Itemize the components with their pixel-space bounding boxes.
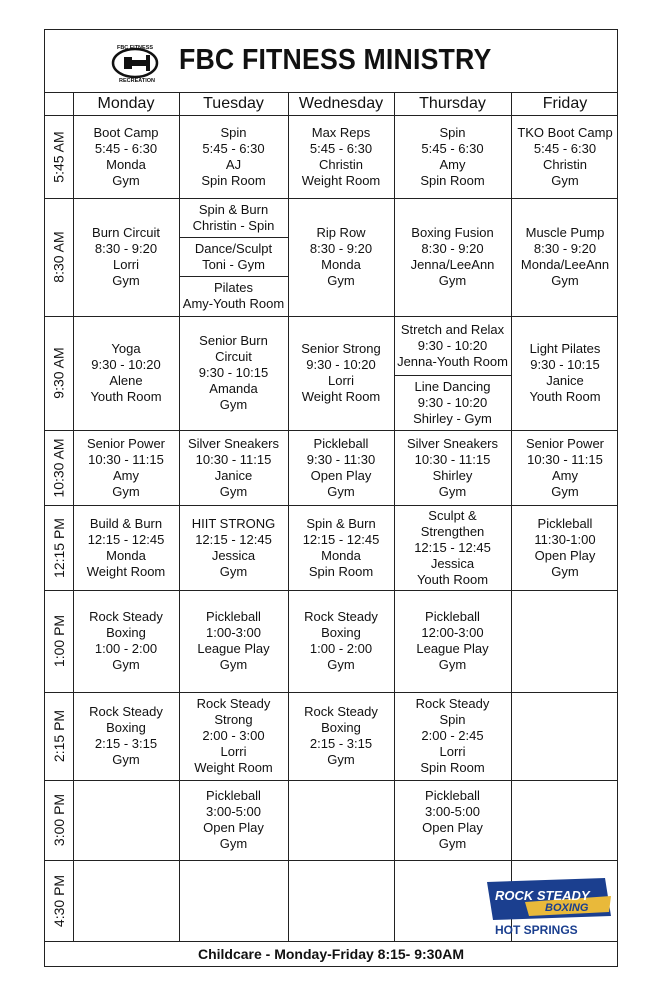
class-cell: Spin 5:45 - 6:30 Amy Spin Room [420,124,485,188]
svg-text:BOXING: BOXING [545,902,589,914]
class-cell: Line Dancing 9:30 - 10:20 Shirley - Gym [413,378,492,426]
svg-text:FBC FITNESS: FBC FITNESS [116,45,154,51]
svg-text:RECREATION: RECREATION [119,78,155,82]
class-cell: Pilates Amy-Youth Room [182,280,285,311]
class-cell: Spin & Burn Christin - Spin [192,201,275,233]
class-cell: Silver Sneakers 10:30 - 11:15 Janice Gym [187,435,280,499]
day-wednesday: Wednesday [298,94,384,112]
time-label: 9:30 AM [51,347,67,399]
class-cell: Pickleball 3:00-5:00 Open Play Gym [422,788,483,851]
schedule-sheet [44,29,618,967]
title-row [45,30,617,92]
class-cell: Burn Circuit 8:30 - 9:20 Lorri Gym [92,225,160,288]
class-cell: Boot Camp 5:45 - 6:30 Monda Gym [93,124,159,188]
time-label: 4:30 PM [51,874,68,927]
class-cell: Rock Steady Boxing 2:15 - 3:15 Gym [89,704,163,767]
class-cell: Rock Steady Boxing 1:00 - 2:00 Gym [304,609,378,672]
class-cell: Light Pilates 9:30 - 10:15 Janice Youth Room [529,341,601,404]
class-cell: Rock Steady Spin 2:00 - 2:45 Lorri Spin Room [415,696,490,775]
childcare-note: Childcare - Monday-Friday 8:15- 9:30AM [197,946,465,962]
fbc-fitness-logo [107,42,163,82]
rock-steady-boxing-logo [485,876,613,938]
class-cell: Spin 5:45 - 6:30 AJ Spin Room [201,124,266,188]
class-cell: Pickleball 9:30 - 11:30 Open Play Gym [306,435,376,499]
class-cell: Senior Power 10:30 - 11:15 Amy Gym [86,435,166,499]
class-cell: Yoga 9:30 - 10:20 Alene Youth Room [90,341,162,404]
day-friday: Friday [542,94,588,112]
day-monday: Monday [97,94,155,112]
time-label: 3:00 PM [51,793,68,847]
class-cell: Sculpt & Strengthen 12:15 - 12:45 Jessica Youth Room [414,507,491,587]
class-cell: Rock Steady Boxing 1:00 - 2:00 Gym [89,609,163,672]
page-title: FBC FITNESS MINISTRY [179,44,492,76]
time-label: 8:30 AM [51,231,67,283]
svg-text:HOT SPRINGS: HOT SPRINGS [495,923,578,937]
class-cell: Senior Strong 9:30 - 10:20 Lorri Weight Room [301,341,381,404]
class-cell: Dance/Sculpt Toni - Gym [194,240,273,272]
class-cell: Senior Power 10:30 - 11:15 Amy Gym [525,435,605,499]
class-cell: Silver Sneakers 10:30 - 11:15 Shirley Gym [406,435,499,499]
time-label: 12:15 PM [51,517,67,578]
time-label: 10:30 AM [51,437,67,498]
class-cell: Build & Burn 12:15 - 12:45 Monda Weight Room [86,515,166,579]
class-cell: Pickleball 11:30-1:00 Open Play Gym [534,515,596,579]
svg-text:ROCK STEADY: ROCK STEADY [495,888,590,903]
class-cell: Boxing Fusion 8:30 - 9:20 Jenna/LeeAnn Gym [410,225,495,288]
time-label: 5:45 AM [51,130,67,183]
class-cell: TKO Boot Camp 5:45 - 6:30 Christin Gym [517,124,613,188]
class-cell: Pickleball 3:00-5:00 Open Play Gym [203,788,264,851]
day-thursday: Thursday [419,94,486,112]
class-cell: Pickleball 1:00-3:00 League Play Gym [197,609,270,672]
class-cell: Rock Steady Strong 2:00 - 3:00 Lorri Weight Room [194,696,273,775]
class-cell: Spin & Burn 12:15 - 12:45 Monda Spin Room [302,515,380,579]
class-cell: HIIT STRONG 12:15 - 12:45 Jessica Gym [191,515,276,579]
class-cell: Stretch and Relax 9:30 - 10:20 Jenna-Youth Room [397,321,508,369]
class-cell: Muscle Pump 8:30 - 9:20 Monda/LeeAnn Gym [520,225,610,288]
class-cell: Pickleball 12:00-3:00 League Play Gym [416,609,489,672]
class-cell: Senior Burn Circuit 9:30 - 10:15 Amanda Gym [198,333,269,412]
class-cell: Rip Row 8:30 - 9:20 Monda Gym [309,225,373,288]
day-tuesday: Tuesday [203,94,264,112]
class-cell: Rock Steady Boxing 2:15 - 3:15 Gym [304,704,378,767]
time-label: 2:15 PM [51,709,68,763]
time-label: 1:00 PM [51,614,68,668]
class-cell: Max Reps 5:45 - 6:30 Christin Weight Room [301,124,381,188]
